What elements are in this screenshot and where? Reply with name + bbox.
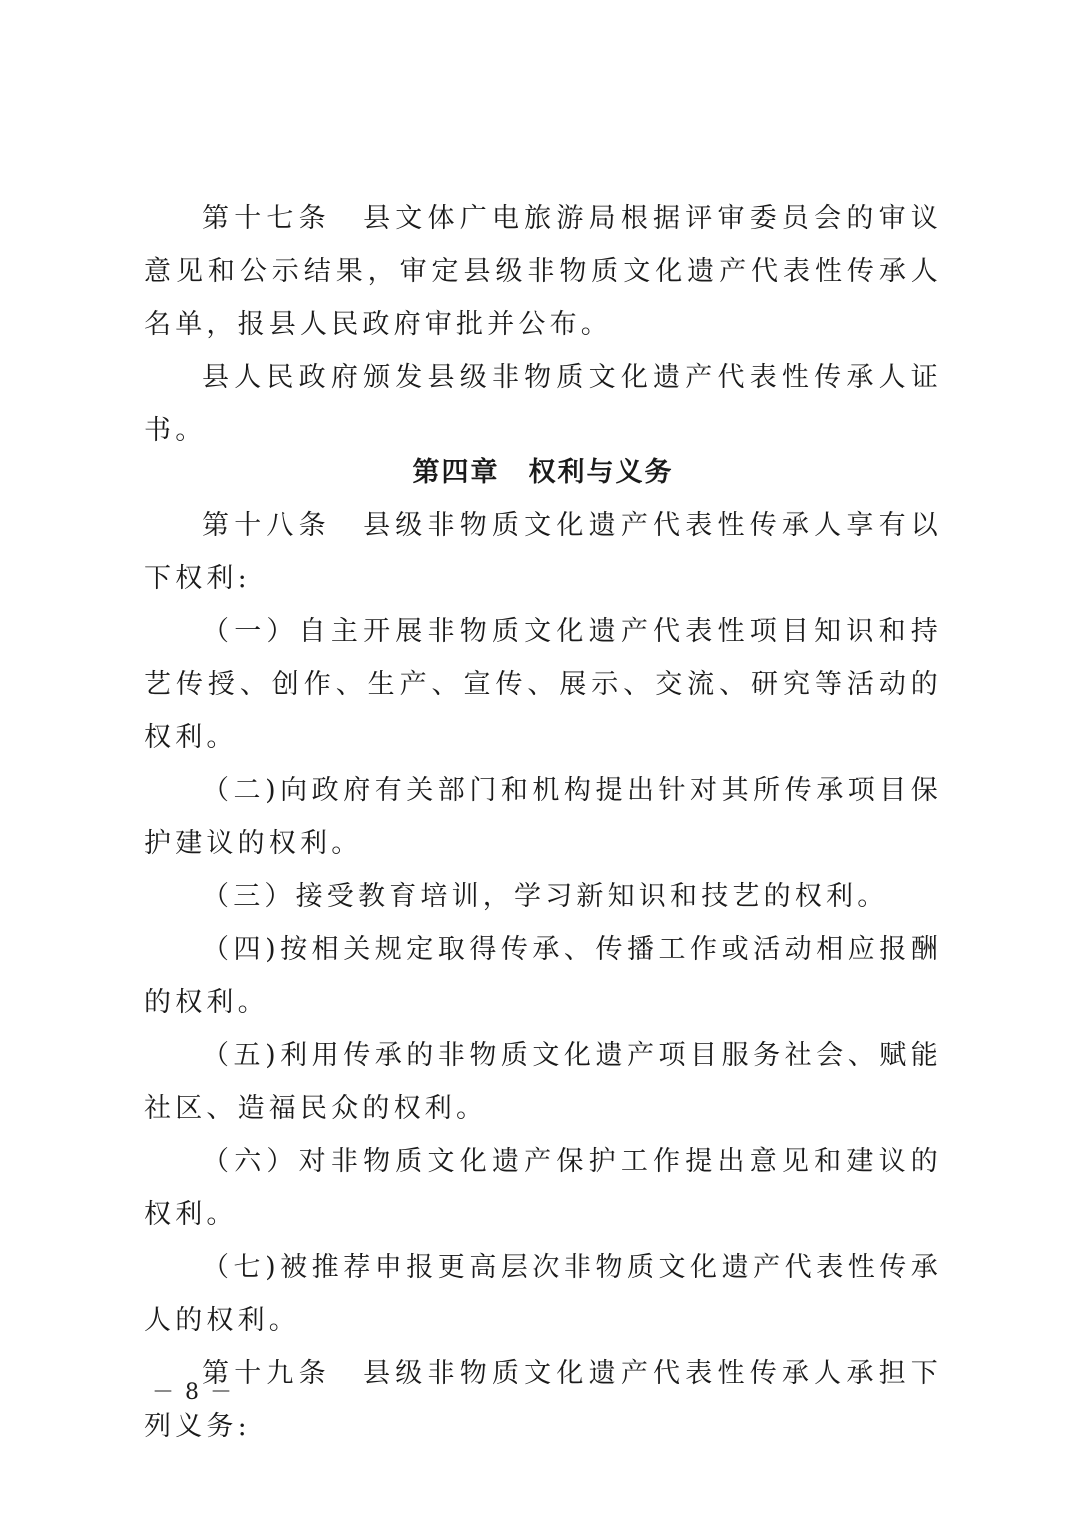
article-18-19-block	[144, 499, 942, 1453]
article-18-intro: 第十八条 县级非物质文化遗产代表性传承人享有以下权利:	[144, 510, 942, 594]
chapter-title: 第四章 权利与义务	[412, 457, 674, 488]
article-17-certificate-paragraph: 县人民政府颁发县级非物质文化遗产代表性传承人证书。	[144, 362, 942, 446]
article-17-block	[144, 192, 942, 457]
rights-item-5: （五)利用传承的非物质文化遗产项目服务社会、赋能社区、造福民众的权利。	[144, 1040, 942, 1124]
rights-item-1: （一）自主开展非物质文化遗产代表性项目知识和持艺传授、创作、生产、宣传、展示、交流、研究等活动的权利。	[144, 616, 942, 753]
rights-item-6: （六）对非物质文化遗产保护工作提出意见和建议的权利。	[144, 1146, 942, 1230]
rights-item-3: （三）接受教育培训，学习新知识和技艺的权利。	[202, 881, 889, 912]
rights-item-4: （四)按相关规定取得传承、传播工作或活动相应报酬的权利。	[144, 934, 942, 1018]
article-19-intro: 第十九条 县级非物质文化遗产代表性传承人承担下列义务:	[144, 1358, 942, 1442]
rights-item-2: （二)向政府有关部门和机构提出针对其所传承项目保护建议的权利。	[144, 775, 942, 859]
article-17-paragraph: 第十七条 县文体广电旅游局根据评审委员会的审议意见和公示结果，审定县级非物质文化遗产代表性传承人名单，报县人民政府审批并公布。	[144, 203, 942, 340]
rights-item-7: （七)被推荐申报更高层次非物质文化遗产代表性传承人的权利。	[144, 1252, 942, 1336]
page-number: － 8 －	[152, 1380, 234, 1405]
